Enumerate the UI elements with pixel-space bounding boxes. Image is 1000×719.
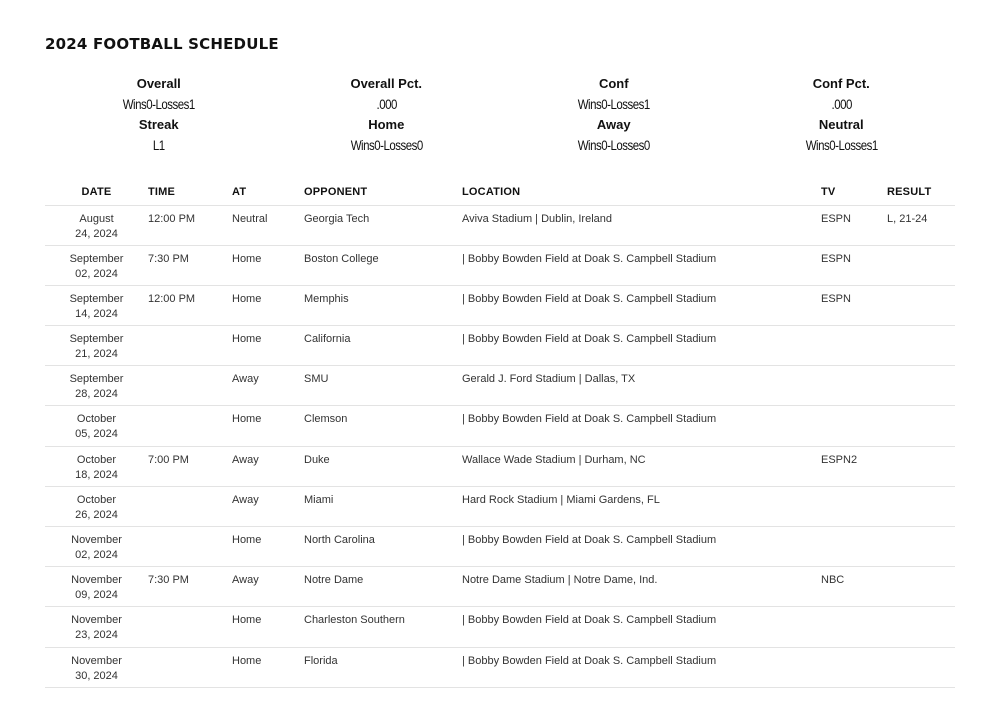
table-header-row xyxy=(45,180,955,205)
cell-opponent: California xyxy=(304,326,462,366)
cell-tv xyxy=(821,326,887,366)
cell-at: Neutral xyxy=(232,205,304,245)
stat-label: Conf xyxy=(598,76,629,91)
cell-result xyxy=(887,406,955,446)
cell-date xyxy=(45,647,148,687)
cell-result xyxy=(887,527,955,567)
date-month: November xyxy=(71,614,122,627)
table-row xyxy=(45,567,955,607)
cell-opponent: Boston College xyxy=(304,245,462,285)
cell-opponent: Charleston Southern xyxy=(304,607,462,647)
record-summary-row-2 xyxy=(45,114,955,155)
column-header-tv: TV xyxy=(821,186,836,199)
cell-opponent: Florida xyxy=(304,647,462,687)
cell-location: Wallace Wade Stadium | Durham, NC xyxy=(462,446,821,486)
table-row xyxy=(45,366,955,406)
date-month: October xyxy=(76,493,117,506)
record-summary xyxy=(45,73,955,155)
cell-date xyxy=(45,326,148,366)
cell-location: Aviva Stadium | Dublin, Ireland xyxy=(462,205,821,245)
date-month: October xyxy=(76,453,117,466)
cell-at: Home xyxy=(232,607,304,647)
stat-conf xyxy=(500,73,728,114)
cell-date xyxy=(45,285,148,325)
stat-overall-pct xyxy=(273,73,501,114)
stat-label: Neutral xyxy=(818,117,864,132)
stat-label: Home xyxy=(368,117,405,132)
cell-date xyxy=(45,245,148,285)
date-day-year: 02, 2024 xyxy=(75,549,118,561)
date-day-year: 26, 2024 xyxy=(75,508,118,521)
cell-result xyxy=(887,486,955,526)
stat-label: Conf Pct. xyxy=(812,76,870,91)
cell-time xyxy=(148,486,232,526)
cell-tv xyxy=(821,486,887,526)
date-day-year: 30, 2024 xyxy=(75,669,118,682)
cell-date xyxy=(45,366,148,406)
table-row xyxy=(45,446,955,486)
cell-location: Notre Dame Stadium | Notre Dame, Ind. xyxy=(462,567,821,607)
table-row xyxy=(45,607,955,647)
schedule-table xyxy=(45,180,955,688)
table-row xyxy=(45,486,955,526)
cell-time: 12:00 PM xyxy=(148,285,232,325)
cell-time xyxy=(148,607,232,647)
date-day-year: 05, 2024 xyxy=(75,428,118,441)
cell-location: | Bobby Bowden Field at Doak S. Campbell Stadium xyxy=(462,245,821,285)
date-day-year: 09, 2024 xyxy=(75,589,118,602)
cell-tv: ESPN xyxy=(821,285,887,325)
stat-label: Overall Pct. xyxy=(350,76,423,91)
column-header-location: LOCATION xyxy=(462,186,521,199)
cell-time xyxy=(148,647,232,687)
cell-location: Hard Rock Stadium | Miami Gardens, FL xyxy=(462,486,821,526)
date-day-year: 28, 2024 xyxy=(75,388,118,401)
cell-opponent: Duke xyxy=(304,446,462,486)
table-row xyxy=(45,647,955,687)
date-month: September xyxy=(69,292,124,305)
date-day-year: 02, 2024 xyxy=(75,267,118,280)
cell-location: Gerald J. Ford Stadium | Dallas, TX xyxy=(462,366,821,406)
date-day-year: 24, 2024 xyxy=(75,227,118,240)
cell-tv xyxy=(821,607,887,647)
stat-home xyxy=(273,114,501,155)
cell-result xyxy=(887,285,955,325)
stat-conf-pct xyxy=(728,73,956,114)
cell-at: Home xyxy=(232,285,304,325)
stat-neutral xyxy=(728,114,956,155)
cell-location: | Bobby Bowden Field at Doak S. Campbell Stadium xyxy=(462,406,821,446)
date-month: November xyxy=(71,654,122,667)
table-row xyxy=(45,205,955,245)
cell-time xyxy=(148,366,232,406)
cell-result xyxy=(887,366,955,406)
cell-location: | Bobby Bowden Field at Doak S. Campbell Stadium xyxy=(462,326,821,366)
cell-opponent: Georgia Tech xyxy=(304,205,462,245)
cell-result xyxy=(887,245,955,285)
record-summary-row-1 xyxy=(45,73,955,114)
cell-tv: ESPN2 xyxy=(821,446,887,486)
cell-result xyxy=(887,607,955,647)
stat-label: Streak xyxy=(138,117,179,132)
cell-at: Away xyxy=(232,486,304,526)
column-header-at: AT xyxy=(232,186,247,199)
stat-value: L1 xyxy=(152,137,165,153)
cell-at: Home xyxy=(232,406,304,446)
cell-tv xyxy=(821,527,887,567)
stat-label: Overall xyxy=(136,76,181,91)
date-day-year: 23, 2024 xyxy=(75,629,118,642)
page-title: 2024 FOOTBALL SCHEDULE xyxy=(45,35,279,53)
cell-opponent: Clemson xyxy=(304,406,462,446)
column-header-date: DATE xyxy=(81,186,112,199)
cell-result xyxy=(887,567,955,607)
table-row xyxy=(45,245,955,285)
cell-time xyxy=(148,326,232,366)
cell-at: Away xyxy=(232,366,304,406)
cell-tv: ESPN xyxy=(821,245,887,285)
cell-location: | Bobby Bowden Field at Doak S. Campbell Stadium xyxy=(462,285,821,325)
date-day-year: 21, 2024 xyxy=(75,348,118,361)
cell-opponent: SMU xyxy=(304,366,462,406)
stat-streak xyxy=(45,114,273,155)
cell-at: Away xyxy=(232,446,304,486)
cell-time xyxy=(148,527,232,567)
cell-time: 7:00 PM xyxy=(148,446,232,486)
date-day-year: 18, 2024 xyxy=(75,468,118,481)
cell-location: | Bobby Bowden Field at Doak S. Campbell Stadium xyxy=(462,527,821,567)
cell-opponent: Miami xyxy=(304,486,462,526)
date-month: November xyxy=(71,574,122,587)
cell-opponent: Notre Dame xyxy=(304,567,462,607)
cell-tv xyxy=(821,647,887,687)
cell-tv xyxy=(821,366,887,406)
table-row xyxy=(45,527,955,567)
cell-tv xyxy=(821,406,887,446)
table-row xyxy=(45,406,955,446)
cell-result xyxy=(887,446,955,486)
cell-at: Home xyxy=(232,647,304,687)
stat-away xyxy=(500,114,728,155)
cell-time xyxy=(148,406,232,446)
date-day-year: 14, 2024 xyxy=(75,307,118,320)
stat-value: .000 xyxy=(376,96,397,112)
date-month: September xyxy=(69,373,124,386)
cell-date xyxy=(45,406,148,446)
cell-date xyxy=(45,527,148,567)
table-row xyxy=(45,285,955,325)
cell-date xyxy=(45,486,148,526)
cell-date xyxy=(45,607,148,647)
stat-value: Wins0-Losses1 xyxy=(805,137,878,153)
date-month: September xyxy=(69,252,124,265)
stat-label: Away xyxy=(596,117,631,132)
cell-date xyxy=(45,205,148,245)
table-row xyxy=(45,326,955,366)
cell-time: 7:30 PM xyxy=(148,245,232,285)
cell-at: Away xyxy=(232,567,304,607)
cell-result xyxy=(887,326,955,366)
cell-at: Home xyxy=(232,245,304,285)
column-header-opponent: OPPONENT xyxy=(304,186,368,199)
stat-value: Wins0-Losses1 xyxy=(122,96,195,112)
stat-value: Wins0-Losses0 xyxy=(350,137,423,153)
cell-location: | Bobby Bowden Field at Doak S. Campbell Stadium xyxy=(462,607,821,647)
cell-opponent: North Carolina xyxy=(304,527,462,567)
cell-location: | Bobby Bowden Field at Doak S. Campbell Stadium xyxy=(462,647,821,687)
cell-opponent: Memphis xyxy=(304,285,462,325)
cell-at: Home xyxy=(232,326,304,366)
date-month: August xyxy=(79,212,114,225)
cell-tv: ESPN xyxy=(821,205,887,245)
stat-value: Wins0-Losses1 xyxy=(577,96,650,112)
cell-time: 12:00 PM xyxy=(148,205,232,245)
stat-overall xyxy=(45,73,273,114)
cell-date xyxy=(45,567,148,607)
cell-result: L, 21-24 xyxy=(887,205,955,245)
cell-at: Home xyxy=(232,527,304,567)
cell-result xyxy=(887,647,955,687)
date-month: September xyxy=(69,333,124,346)
stat-value: Wins0-Losses0 xyxy=(577,137,650,153)
stat-value: .000 xyxy=(831,96,852,112)
cell-time: 7:30 PM xyxy=(148,567,232,607)
cell-tv: NBC xyxy=(821,567,887,607)
cell-date xyxy=(45,446,148,486)
date-month: October xyxy=(76,413,117,426)
column-header-result: RESULT xyxy=(887,186,932,199)
column-header-time: TIME xyxy=(148,186,176,199)
date-month: November xyxy=(71,534,122,546)
